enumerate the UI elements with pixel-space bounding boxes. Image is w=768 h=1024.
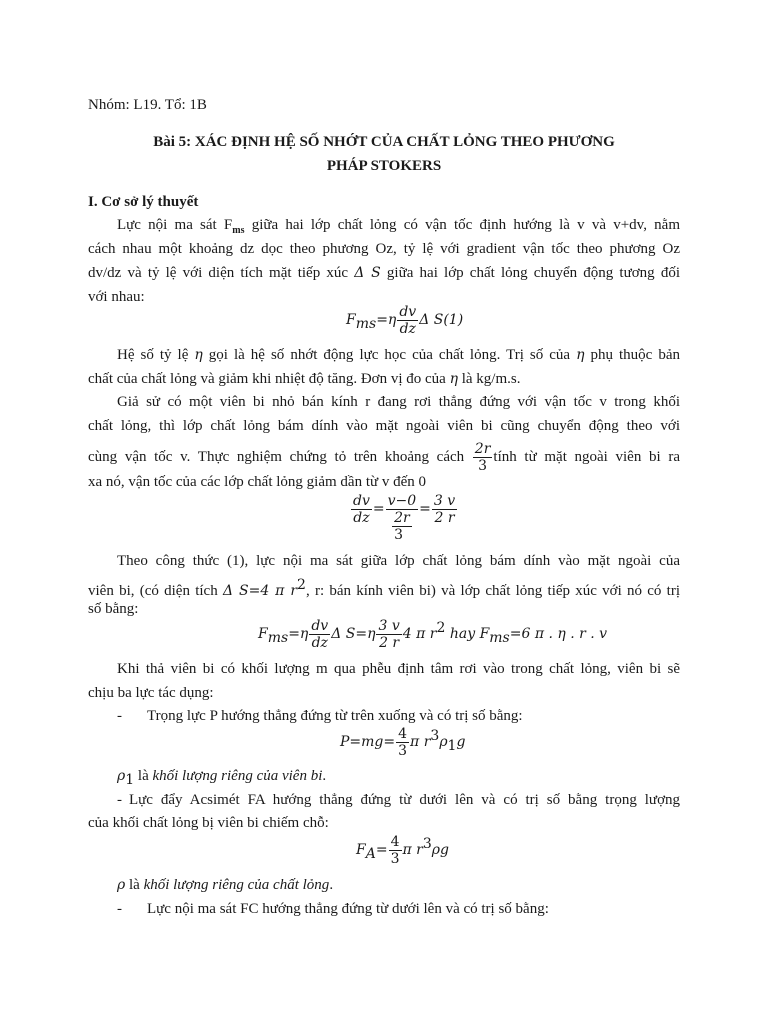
equation-1: $F_{ms}=\eta$ $\frac{dv}{dz}$ Δ S(1) xyxy=(346,304,464,337)
title-line-2: PHÁP STOKERS xyxy=(326,158,442,174)
p3-line-1: Giả sử có một viên bi nhỏ bán kính r đang rơi thẳng đứng với vận tốc v trong khối xyxy=(117,394,680,410)
equation-3: $F_{ms}=\eta$ $\frac{dv}{dz}$ Δ S=η $\frac{3 v}{2 r}$ 4 π $r^2$ hay $F_{ms}=6$ π . η . r . v xyxy=(258,618,608,651)
p3-line-4: xa nó, vận tốc của các lớp chất lỏng giảm dần từ v đến 0 xyxy=(88,474,427,490)
p5-line-2: chịu ba lực tác dụng: xyxy=(88,685,214,701)
p3-line-2: chất lỏng, thì lớp chất lỏng bám dính vào mặt ngoài viên bi cũng chuyển động theo với xyxy=(88,418,680,434)
p5-line-1: Khi thả viên bi có khối lượng m qua phễu định tâm rơi vào trong chất lỏng, viên bi sẽ xyxy=(117,661,680,677)
p4-line-3: số bằng: xyxy=(88,601,139,617)
p1-line-1: Lực nội ma sát $F_{ms}$ giữa hai lớp chất lỏng có vận tốc định hướng là v và v+dv, nằm xyxy=(117,217,680,236)
group-label: Nhóm: L19. Tổ: 1B xyxy=(88,97,207,113)
bullet-buoyancy-line-1: - Lực đẩy Acsimét FA hướng thẳng đứng từ dưới lên và có trị số bằng trọng lượng xyxy=(117,792,680,808)
p4-line-2: viên bi, (có diện tích Δ S=4 π $r^2$, r: bán kính viên bi) và lớp chất lỏng tiếp xúc với nó có trị xyxy=(88,577,681,599)
bullet-buoyancy-line-2: của khối chất lỏng bị viên bi chiếm chỗ: xyxy=(88,815,329,831)
p3-line-3: cùng vận tốc v. Thực nghiệm chứng tỏ trên khoảng cách $\frac{2r}{3}$ tính từ mặt ngoài viên bi ra xyxy=(88,441,680,475)
equation-2: $\frac{dv}{dz}$ = $\frac{v-0}{\frac{2r}{3}}$ = $\frac{3 v}{2 r}$ xyxy=(353,493,456,543)
p2-line-2: chất của chất lỏng và giảm khi nhiệt độ tăng. Đơn vị đo của η là kg/m.s. xyxy=(88,371,521,387)
p1-line-2: cách nhau một khoảng dz dọc theo phương Oz, tỷ lệ với gradient vận tốc theo phương Oz xyxy=(88,241,680,257)
p2-line-1: Hệ số tỷ lệ η gọi là hệ số nhớt động lực học của chất lỏng. Trị số của η phụ thuộc bản xyxy=(117,347,680,363)
bullet-friction: - Lực nội ma sát FC hướng thẳng đứng từ dưới lên và có trị số bằng: xyxy=(117,901,549,917)
note-rho1: $\rho_1$ là khối lượng riêng của viên bi. xyxy=(117,768,327,788)
note-rho: ρ là khối lượng riêng của chất lỏng. xyxy=(117,877,334,893)
section-heading: I. Cơ sở lý thuyết xyxy=(88,194,199,210)
p1-line-4: với nhau: xyxy=(88,289,145,305)
p4-line-1: Theo công thức (1), lực nội ma sát giữa lớp chất lỏng bám dính vào mặt ngoài của xyxy=(117,553,680,569)
p1-line-3: dv/dz và tỷ lệ với diện tích mặt tiếp xúc Δ S giữa hai lớp chất lỏng chuyển động tương đối xyxy=(88,265,680,281)
equation-4: P=mg= $\frac{4}{3}$ π $r^3\rho_1g$ xyxy=(340,726,466,759)
title-line-1: Bài 5: XÁC ĐỊNH HỆ SỐ NHỚT CỦA CHẤT LỎNG THEO PHƯƠNG xyxy=(153,134,615,150)
bullet-gravity: - Trọng lực P hướng thẳng đứng từ trên xuống và có trị số bằng: xyxy=(117,708,523,724)
equation-5: $F_A=$ $\frac{4}{3}$ π $r^3\rho g$ xyxy=(356,834,449,867)
